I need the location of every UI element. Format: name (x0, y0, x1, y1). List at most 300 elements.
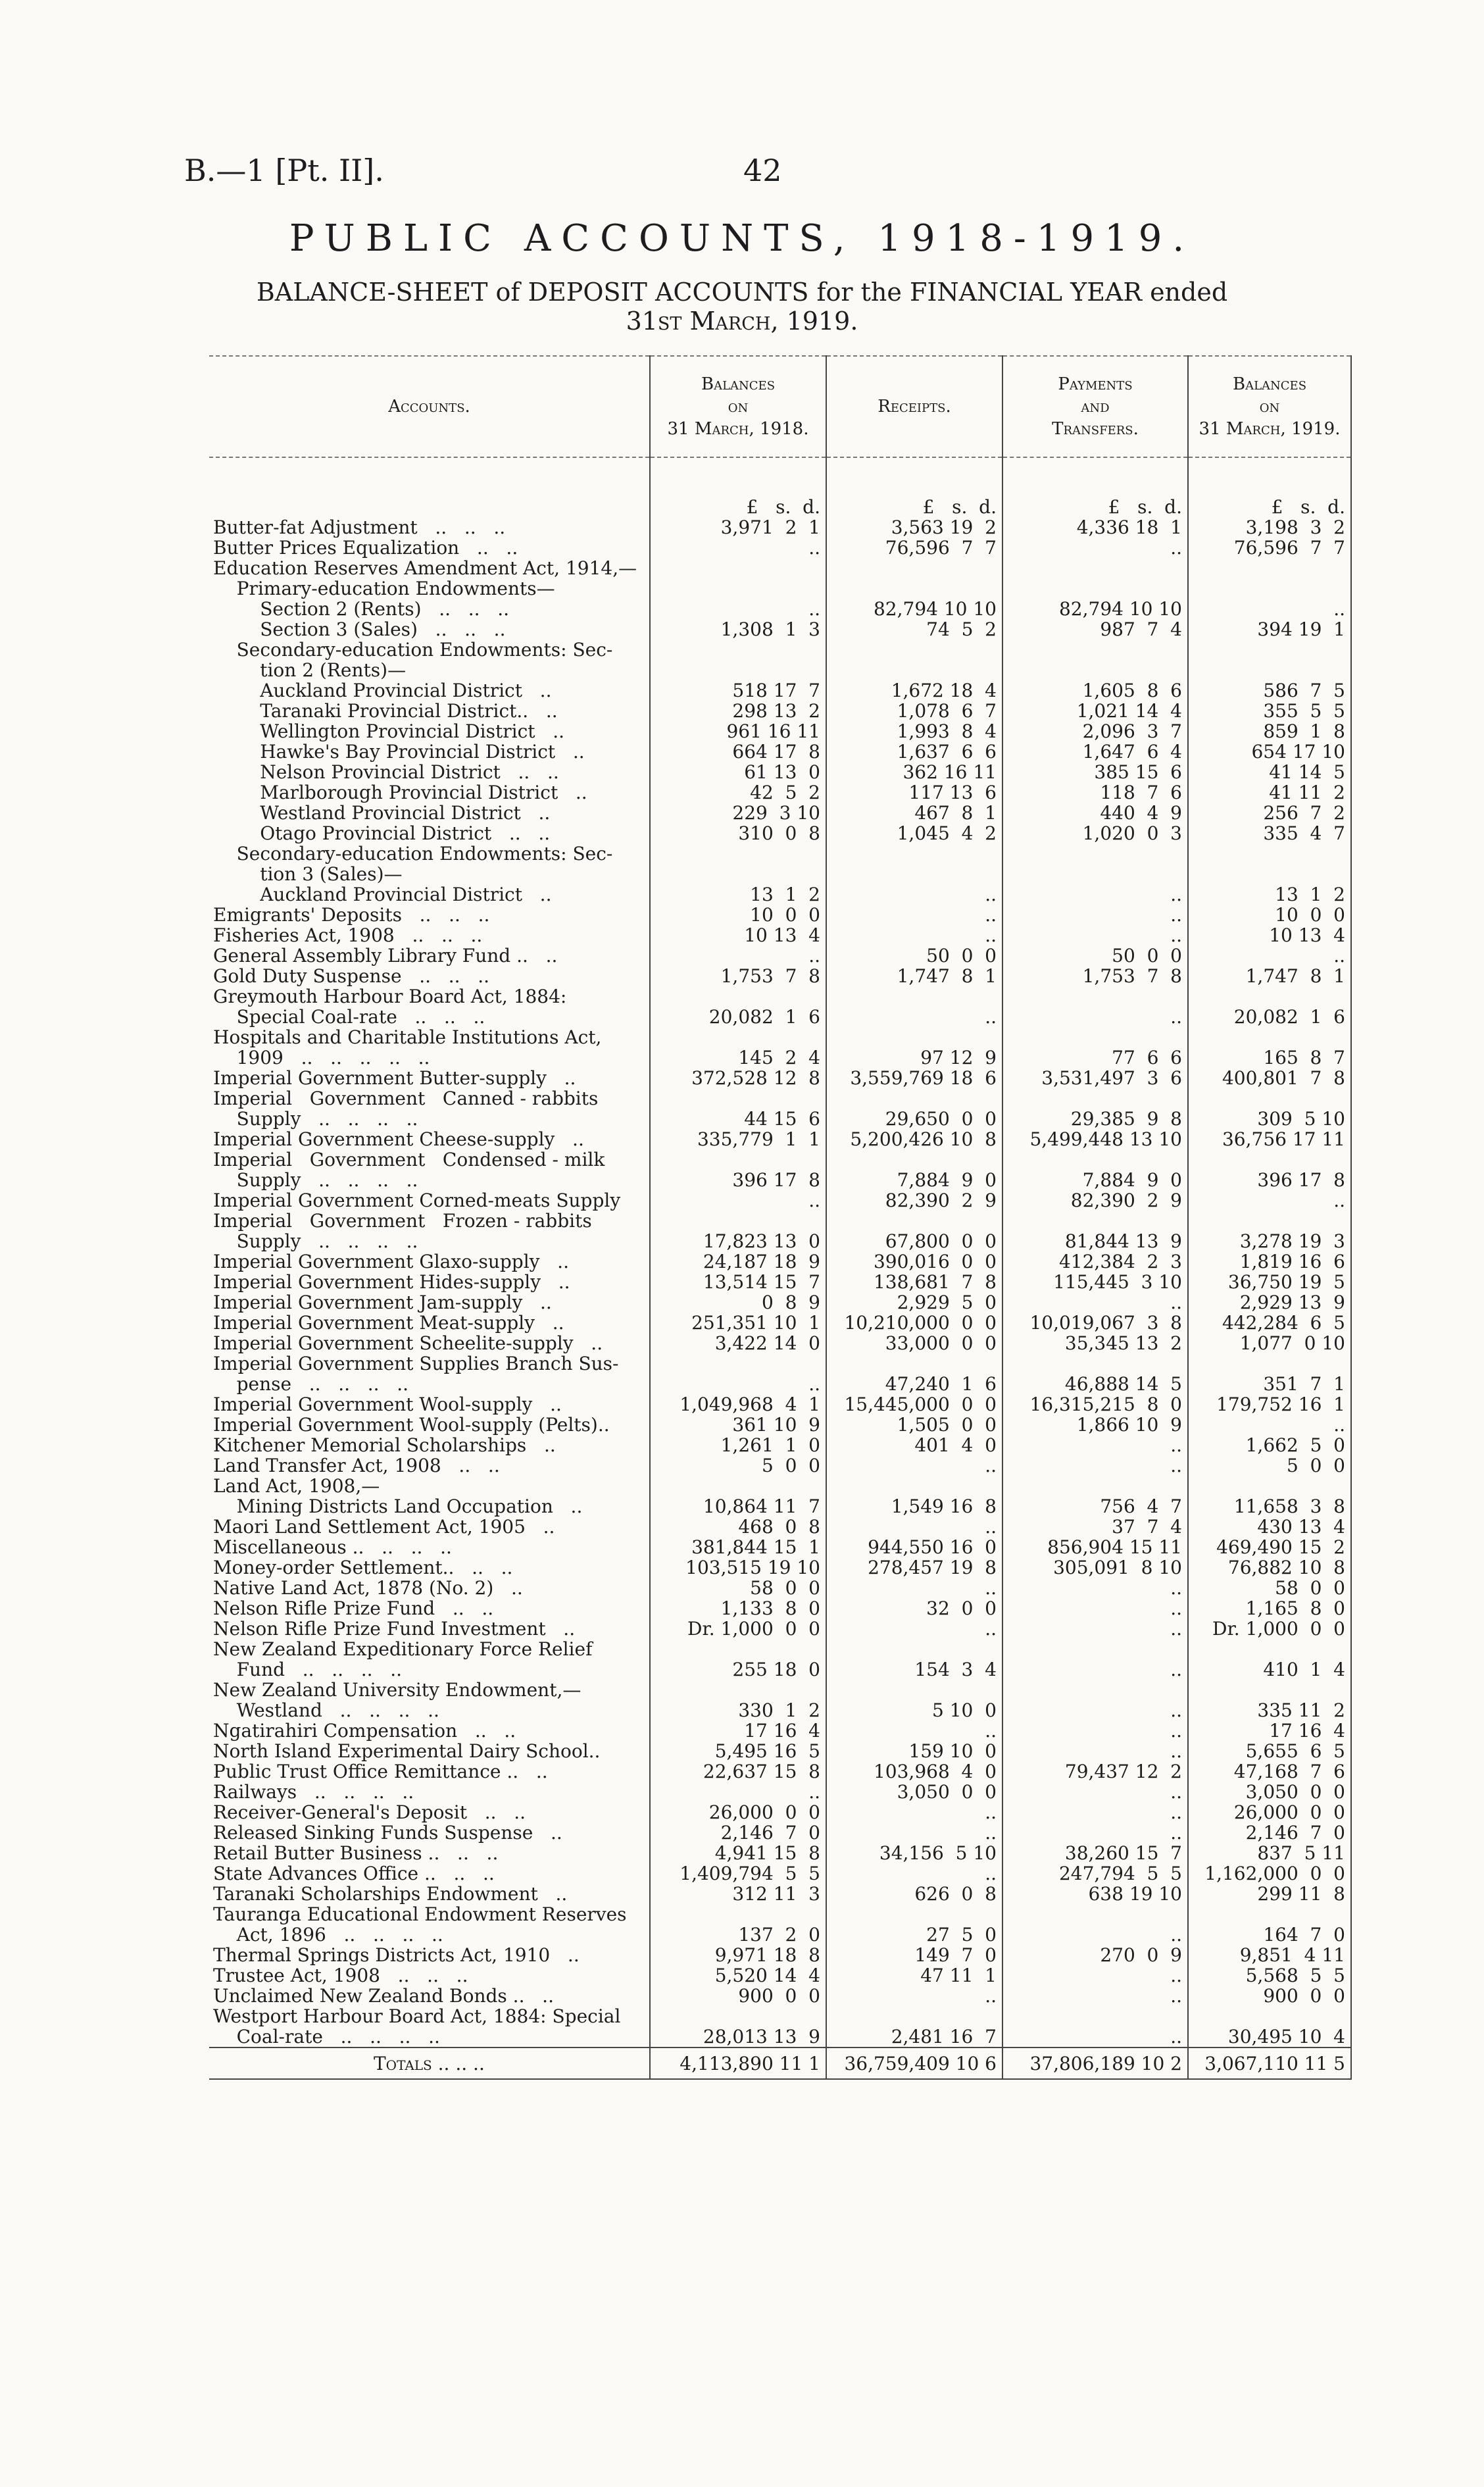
balance-1919: 11,658 3 8 (1188, 1496, 1351, 1517)
receipts: 138,681 7 8 (826, 1272, 1002, 1292)
account-name: New Zealand University Endowment,— (213, 1680, 581, 1700)
balance-1918 (650, 660, 826, 680)
balance-1919 (1188, 1904, 1351, 1924)
payments: 856,904 15 11 (1002, 1537, 1188, 1557)
balance-1919: 586 7 5 (1188, 680, 1351, 701)
payments (1002, 843, 1188, 864)
account-name: General Assembly Library Fund .. .. (213, 945, 558, 966)
account-name: pense .. .. .. .. (213, 1374, 409, 1394)
header-payments-line3: Transfers. (1052, 419, 1139, 439)
units-row (209, 457, 1351, 517)
receipts: 27 5 0 (826, 1924, 1002, 1945)
payments: 29,385 9 8 (1002, 1109, 1188, 1129)
totals-payments: 37,806,189 10 2 (1002, 2047, 1188, 2079)
payments: 247,794 5 5 (1002, 1863, 1188, 1884)
receipts (826, 640, 1002, 660)
payments: .. (1002, 1802, 1188, 1822)
payments: .. (1002, 538, 1188, 558)
balance-1918: 5,520 14 4 (650, 1965, 826, 1986)
balance-1919: .. (1188, 945, 1351, 966)
payments: .. (1002, 1741, 1188, 1761)
receipts: 1,747 8 1 (826, 966, 1002, 986)
table-row (209, 1272, 1351, 1292)
receipts: .. (826, 1721, 1002, 1741)
balance-1919: 430 13 4 (1188, 1517, 1351, 1537)
payments: 1,020 0 3 (1002, 823, 1188, 843)
table-row (209, 1435, 1351, 1455)
payments: 385 15 6 (1002, 762, 1188, 782)
account-name: Trustee Act, 1908 .. .. .. (213, 1965, 468, 1986)
balance-1918: 3,971 2 1 (650, 517, 826, 538)
balance-1919 (1188, 660, 1351, 680)
table-row (209, 823, 1351, 843)
balance-1919: 2,929 13 9 (1188, 1292, 1351, 1313)
payments: 1,866 10 9 (1002, 1415, 1188, 1435)
receipts: 362 16 11 (826, 762, 1002, 782)
balance-1919: 837 5 11 (1188, 1843, 1351, 1863)
payments: 50 0 0 (1002, 945, 1188, 966)
balance-1918: 10,864 11 7 (650, 1496, 826, 1517)
balance-1919: 3,198 3 2 (1188, 517, 1351, 538)
balance-1918: 9,971 18 8 (650, 1945, 826, 1965)
payments: 5,499,448 13 10 (1002, 1129, 1188, 1149)
payments (1002, 1088, 1188, 1109)
balance-1918 (650, 864, 826, 884)
balance-1918: 137 2 0 (650, 1924, 826, 1945)
balance-1918 (650, 640, 826, 660)
receipts: 103,968 4 0 (826, 1761, 1002, 1782)
account-name: Thermal Springs Districts Act, 1910 .. (213, 1945, 580, 1965)
table-row (209, 1659, 1351, 1680)
balance-1919: 654 17 10 (1188, 741, 1351, 762)
table-row (209, 517, 1351, 538)
account-name: Gold Duty Suspense .. .. .. (213, 966, 490, 986)
balance-1918: .. (650, 1190, 826, 1211)
balance-1919: 13 1 2 (1188, 884, 1351, 905)
table-row (209, 1904, 1351, 1924)
balance-1918: 26,000 0 0 (650, 1802, 826, 1822)
receipts: 2,929 5 0 (826, 1292, 1002, 1313)
table-row (209, 1190, 1351, 1211)
balance-1919: 41 14 5 (1188, 762, 1351, 782)
receipts: 32 0 0 (826, 1598, 1002, 1619)
account-name: Released Sinking Funds Suspense .. (213, 1822, 562, 1843)
receipts: 390,016 0 0 (826, 1251, 1002, 1272)
table-row (209, 864, 1351, 884)
payments: 1,753 7 8 (1002, 966, 1188, 986)
receipts (826, 558, 1002, 578)
receipts: 5 10 0 (826, 1700, 1002, 1721)
table-row (209, 1619, 1351, 1639)
account-name: Auckland Provincial District .. (213, 680, 552, 701)
receipts: 401 4 0 (826, 1435, 1002, 1455)
account-name: Secondary-education Endowments: Sec- (213, 843, 613, 864)
balance-1918: 312 11 3 (650, 1884, 826, 1904)
totals-balances-1919: 3,067,110 11 5 (1188, 2047, 1351, 2079)
table-row (209, 1415, 1351, 1435)
account-name: Receiver-General's Deposit .. .. (213, 1802, 526, 1822)
balance-1919: 36,750 19 5 (1188, 1272, 1351, 1292)
receipts: .. (826, 1578, 1002, 1598)
payments: .. (1002, 1965, 1188, 1986)
account-name: Imperial Government Scheelite-supply .. (213, 1333, 603, 1353)
account-name: Imperial Government Butter-supply .. (213, 1068, 576, 1088)
table-row (209, 1292, 1351, 1313)
account-name: Butter-fat Adjustment .. .. .. (213, 517, 506, 538)
payments: .. (1002, 1782, 1188, 1802)
balance-1919: .. (1188, 599, 1351, 619)
balance-1919 (1188, 1027, 1351, 1047)
balance-1918: 1,133 8 0 (650, 1598, 826, 1619)
account-name: Retail Butter Business .. .. .. (213, 1843, 499, 1863)
balance-1918: 145 2 4 (650, 1047, 826, 1068)
account-name: Imperial Government Glaxo-supply .. (213, 1251, 569, 1272)
balance-1918: 17 16 4 (650, 1721, 826, 1741)
account-name: Mining Districts Land Occupation .. (213, 1496, 583, 1517)
payments (1002, 1211, 1188, 1231)
receipts: 34,156 5 10 (826, 1843, 1002, 1863)
header-balances-1919 (1188, 356, 1351, 457)
balance-1918: 13,514 15 7 (650, 1272, 826, 1292)
balance-1918: .. (650, 538, 826, 558)
header-payments-line2: and (1081, 397, 1110, 416)
header-balances-1919-line1: Balances (1232, 374, 1307, 394)
header-balances-1918-line3: 31 March, 1918. (667, 419, 809, 439)
header-balances-1918-line2: on (728, 397, 749, 416)
subtitle-line-2: 31st March, 1919. (626, 307, 858, 336)
payments: 38,260 15 7 (1002, 1843, 1188, 1863)
receipts: 1,078 6 7 (826, 701, 1002, 721)
table-row (209, 986, 1351, 1007)
payments (1002, 660, 1188, 680)
table-row (209, 1517, 1351, 1537)
table-row (209, 1251, 1351, 1272)
receipts: 467 8 1 (826, 803, 1002, 823)
account-name: Imperial Government Condensed - milk (213, 1149, 605, 1170)
table-row (209, 1721, 1351, 1741)
table-row (209, 1047, 1351, 1068)
table-row (209, 640, 1351, 660)
balance-1919: 5,655 6 5 (1188, 1741, 1351, 1761)
balance-1919: 900 0 0 (1188, 1986, 1351, 2006)
payments: .. (1002, 1292, 1188, 1313)
account-name: Wellington Provincial District .. (213, 721, 565, 741)
balance-1919: 3,050 0 0 (1188, 1782, 1351, 1802)
table-row (209, 1741, 1351, 1761)
balance-1918: 330 1 2 (650, 1700, 826, 1721)
balance-1919: 1,077 0 10 (1188, 1333, 1351, 1353)
receipts: 1,045 4 2 (826, 823, 1002, 843)
receipts: 74 5 2 (826, 619, 1002, 640)
balance-1919: 20,082 1 6 (1188, 1007, 1351, 1027)
receipts (826, 578, 1002, 599)
balance-1918: 28,013 13 9 (650, 2026, 826, 2047)
payments: .. (1002, 884, 1188, 905)
balance-1919: 165 8 7 (1188, 1047, 1351, 1068)
balance-1918: 310 0 8 (650, 823, 826, 843)
balance-1919: 1,819 16 6 (1188, 1251, 1351, 1272)
payments: .. (1002, 905, 1188, 925)
payments: 79,437 12 2 (1002, 1761, 1188, 1782)
balance-1919: 36,756 17 11 (1188, 1129, 1351, 1149)
account-name: 1909 .. .. .. .. .. (213, 1047, 430, 1068)
table-row (209, 1965, 1351, 1986)
balance-1918: 58 0 0 (650, 1578, 826, 1598)
receipts (826, 1149, 1002, 1170)
receipts: 626 0 8 (826, 1884, 1002, 1904)
payments (1002, 1027, 1188, 1047)
table-row (209, 1231, 1351, 1251)
receipts: .. (826, 1822, 1002, 1843)
receipts (826, 1027, 1002, 1047)
account-name: Imperial Government Wool-supply .. (213, 1394, 562, 1415)
table-row (209, 762, 1351, 782)
balance-sheet-table (209, 355, 1352, 2080)
table-row (209, 1476, 1351, 1496)
table-row (209, 721, 1351, 741)
units-spacer (209, 457, 650, 517)
header-accounts: Accounts. (209, 356, 650, 457)
balance-1918: 1,308 1 3 (650, 619, 826, 640)
payments: 638 19 10 (1002, 1884, 1188, 1904)
balance-1919: 41 11 2 (1188, 782, 1351, 803)
balance-1918: 44 15 6 (650, 1109, 826, 1129)
table-row (209, 1639, 1351, 1659)
payments (1002, 1353, 1188, 1374)
balance-1919: 2,146 7 0 (1188, 1822, 1351, 1843)
account-name: Supply .. .. .. .. (213, 1109, 418, 1129)
table-body (209, 457, 1351, 2047)
balance-1919: 1,662 5 0 (1188, 1435, 1351, 1455)
account-name: Hospitals and Charitable Institutions Act, (213, 1027, 602, 1047)
balance-1919: 10 13 4 (1188, 925, 1351, 945)
account-name: Taranaki Provincial District.. .. (213, 701, 558, 721)
receipts: 82,390 2 9 (826, 1190, 1002, 1211)
account-name: Imperial Government Supplies Branch Sus- (213, 1353, 619, 1374)
balance-1918: 10 13 4 (650, 925, 826, 945)
payments: .. (1002, 1700, 1188, 1721)
payments (1002, 1149, 1188, 1170)
table-row (209, 1986, 1351, 2006)
balance-1918: 900 0 0 (650, 1986, 826, 2006)
balance-1918: 61 13 0 (650, 762, 826, 782)
account-name: Tauranga Educational Endowment Reserves (213, 1904, 627, 1924)
balance-1918: 1,049,968 4 1 (650, 1394, 826, 1415)
receipts: 117 13 6 (826, 782, 1002, 803)
account-name: Native Land Act, 1878 (No. 2) .. (213, 1578, 523, 1598)
receipts: 29,650 0 0 (826, 1109, 1002, 1129)
account-name: State Advances Office .. .. .. (213, 1863, 495, 1884)
balance-1919 (1188, 1353, 1351, 1374)
payments: .. (1002, 1986, 1188, 2006)
receipts (826, 864, 1002, 884)
receipts: 82,794 10 10 (826, 599, 1002, 619)
table-row (209, 1782, 1351, 1802)
payments (1002, 1904, 1188, 1924)
table-row (209, 782, 1351, 803)
account-name: Fund .. .. .. .. (213, 1659, 403, 1680)
account-name: Public Trust Office Remittance .. .. (213, 1761, 548, 1782)
receipts: 1,549 16 8 (826, 1496, 1002, 1517)
table-row (209, 1496, 1351, 1517)
account-name: Westport Harbour Board Act, 1884: Special (213, 2006, 621, 2026)
payments (1002, 864, 1188, 884)
receipts (826, 1353, 1002, 1374)
payments: .. (1002, 1822, 1188, 1843)
table-row (209, 558, 1351, 578)
balance-1918: 4,941 15 8 (650, 1843, 826, 1863)
account-name: Imperial Government Corned-meats Supply (213, 1190, 621, 1211)
receipts: 67,800 0 0 (826, 1231, 1002, 1251)
balance-1918 (650, 578, 826, 599)
balance-1918 (650, 1680, 826, 1700)
balance-1919: 76,596 7 7 (1188, 538, 1351, 558)
balance-1919 (1188, 1149, 1351, 1170)
payments (1002, 986, 1188, 1007)
receipts: 278,457 19 8 (826, 1557, 1002, 1578)
receipts (826, 660, 1002, 680)
account-name: Imperial Government Cheese-supply .. (213, 1129, 584, 1149)
payments: 37 7 4 (1002, 1517, 1188, 1537)
receipts (826, 1904, 1002, 1924)
balance-1919: 1,747 8 1 (1188, 966, 1351, 986)
balance-1919: 335 4 7 (1188, 823, 1351, 843)
header-payments (1002, 356, 1188, 457)
units-balances-1919: £ s. d. (1188, 457, 1351, 517)
balance-1918 (650, 1027, 826, 1047)
balance-1918: 361 10 9 (650, 1415, 826, 1435)
balance-1919: 9,851 4 11 (1188, 1945, 1351, 1965)
receipts: 2,481 16 7 (826, 2026, 1002, 2047)
account-name: Nelson Rifle Prize Fund Investment .. (213, 1619, 576, 1639)
balance-1919: 30,495 10 4 (1188, 2026, 1351, 2047)
balance-1918 (650, 843, 826, 864)
header-payments-line1: Payments (1058, 374, 1133, 394)
balance-1918 (650, 1353, 826, 1374)
balance-1919: 47,168 7 6 (1188, 1761, 1351, 1782)
table-row (209, 1333, 1351, 1353)
header-receipts: Receipts. (826, 356, 1002, 457)
receipts: .. (826, 1802, 1002, 1822)
payments: 77 6 6 (1002, 1047, 1188, 1068)
payments: .. (1002, 1721, 1188, 1741)
balance-1919: 10 0 0 (1188, 905, 1351, 925)
receipts (826, 2006, 1002, 2026)
balance-1919: 256 7 2 (1188, 803, 1351, 823)
table-row (209, 1129, 1351, 1149)
payments: 4,336 18 1 (1002, 517, 1188, 538)
account-name: Imperial Government Wool-supply (Pelts).. (213, 1415, 610, 1435)
balance-1918 (650, 1904, 826, 1924)
receipts: 159 10 0 (826, 1741, 1002, 1761)
balance-sheet-table-wrapper (209, 355, 1351, 2080)
receipts (826, 1088, 1002, 1109)
balance-1919: 3,278 19 3 (1188, 1231, 1351, 1251)
receipts: 33,000 0 0 (826, 1333, 1002, 1353)
account-name: Supply .. .. .. .. (213, 1170, 418, 1190)
balance-1918 (650, 1639, 826, 1659)
receipts (826, 843, 1002, 864)
table-row (209, 1374, 1351, 1394)
units-receipts: £ s. d. (826, 457, 1002, 517)
subtitle-line-1: BALANCE-SHEET of DEPOSIT ACCOUNTS for the FINANCIAL YEAR ended (256, 278, 1228, 307)
payments: 82,390 2 9 (1002, 1190, 1188, 1211)
payments: .. (1002, 1598, 1188, 1619)
payments: .. (1002, 1578, 1188, 1598)
balance-1919: 58 0 0 (1188, 1578, 1351, 1598)
payments (1002, 1476, 1188, 1496)
balance-1919: 299 11 8 (1188, 1884, 1351, 1904)
balance-1918 (650, 1476, 826, 1496)
payments: 1,647 6 4 (1002, 741, 1188, 762)
table-row (209, 1557, 1351, 1578)
balance-1919: 859 1 8 (1188, 721, 1351, 741)
balance-1919: 179,752 16 1 (1188, 1394, 1351, 1415)
balance-1919: 442,284 6 5 (1188, 1313, 1351, 1333)
page-subtitle (0, 278, 1484, 336)
header-balances-1919-line3: 31 March, 1919. (1199, 419, 1341, 439)
receipts: .. (826, 1619, 1002, 1639)
units-payments: £ s. d. (1002, 457, 1188, 517)
account-name: tion 3 (Sales)— (213, 864, 403, 884)
balance-1918: 396 17 8 (650, 1170, 826, 1190)
payments: 1,021 14 4 (1002, 701, 1188, 721)
table-row (209, 803, 1351, 823)
balance-1919 (1188, 2006, 1351, 2026)
account-name: Hawke's Bay Provincial District .. (213, 741, 585, 762)
receipts: .. (826, 905, 1002, 925)
balance-1919: Dr. 1,000 0 0 (1188, 1619, 1351, 1639)
balance-1918: 5 0 0 (650, 1455, 826, 1476)
receipts: .. (826, 1986, 1002, 2006)
receipts: 1,505 0 0 (826, 1415, 1002, 1435)
balance-1919: 1,165 8 0 (1188, 1598, 1351, 1619)
balance-1919: 400,801 7 8 (1188, 1068, 1351, 1088)
balance-1918: 1,753 7 8 (650, 966, 826, 986)
table-row (209, 1884, 1351, 1904)
table-row (209, 619, 1351, 640)
payments: 82,794 10 10 (1002, 599, 1188, 619)
balance-1919 (1188, 1476, 1351, 1496)
table-row (209, 538, 1351, 558)
payments: 7,884 9 0 (1002, 1170, 1188, 1190)
table-row (209, 599, 1351, 619)
receipts: 944,550 16 0 (826, 1537, 1002, 1557)
receipts: 5,200,426 10 8 (826, 1129, 1002, 1149)
balance-1918: 10 0 0 (650, 905, 826, 925)
balance-1918: 961 16 11 (650, 721, 826, 741)
account-name: Miscellaneous .. .. .. .. (213, 1537, 452, 1557)
receipts: 3,050 0 0 (826, 1782, 1002, 1802)
account-name: Auckland Provincial District .. (213, 884, 552, 905)
payments: .. (1002, 925, 1188, 945)
balance-1919: 396 17 8 (1188, 1170, 1351, 1190)
units-balances-1918: £ s. d. (650, 457, 826, 517)
balance-1919: 1,162,000 0 0 (1188, 1863, 1351, 1884)
balance-1918: 13 1 2 (650, 884, 826, 905)
payments: 305,091 8 10 (1002, 1557, 1188, 1578)
payments: .. (1002, 1659, 1188, 1680)
payments: 1,605 8 6 (1002, 680, 1188, 701)
table-row (209, 1822, 1351, 1843)
payments: 270 0 9 (1002, 1945, 1188, 1965)
table-row (209, 1149, 1351, 1170)
balance-1919: 394 19 1 (1188, 619, 1351, 640)
receipts: 97 12 9 (826, 1047, 1002, 1068)
account-name: Unclaimed New Zealand Bonds .. .. (213, 1986, 554, 2006)
balance-1919: .. (1188, 1190, 1351, 1211)
receipts: .. (826, 1863, 1002, 1884)
